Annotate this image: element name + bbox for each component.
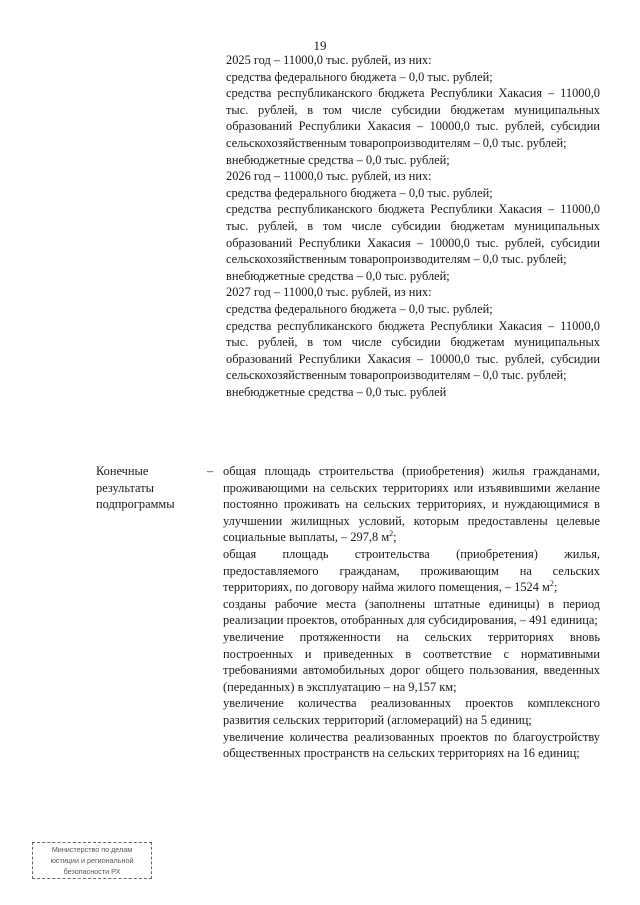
- result-item: общая площадь строительства (приобретения) жилья гражданами, проживающими на сельских территориях или изъявившими желание постоянно проживать на сельских территориях, и нуждающимися в улучшении жилищных условий, которым предоставлены целевые социальные выплаты, – 297,8 $м^2$;: [223, 464, 600, 545]
- funding-federal-line: средства федерального бюджета – 0,0 тыс. рублей;: [226, 301, 493, 316]
- registration-stamp: [32, 842, 152, 879]
- stamp-line-3: безопасности РХ: [63, 867, 121, 876]
- result-item: увеличение количества реализованных проектов по благоустройству общественных пространств на сельских территориях на 16 единиц;: [223, 729, 600, 761]
- funding-year-line: 2026 год – 11000,0 тыс. рублей, из них:: [226, 169, 432, 184]
- funding-extrabudget-line: внебюджетные средства – 0,0 тыс. рублей: [226, 384, 447, 399]
- funding-republic-line: средства республиканского бюджета Республики Хакасия – 11000,0 тыс. рублей, в том числе субсидии бюджетам муниципальных образований Республики Хакасия – 10000,0 тыс. рублей, субсидии сельскохозяйственным товаропроизводителям – 0,0 тыс. рублей;: [226, 202, 600, 267]
- funding-year-2027: [226, 284, 600, 400]
- funding-extrabudget-line: внебюджетные средства – 0,0 тыс. рублей;: [226, 152, 450, 167]
- funding-year-line: 2025 год – 11000,0 тыс. рублей, из них:: [226, 53, 432, 67]
- funding-block: [226, 52, 600, 400]
- result-item: созданы рабочие места (заполнены штатные единицы) в период реализации проектов, отобранных для субсидирования, – 491 единица;: [223, 596, 600, 628]
- funding-year-2025: [226, 52, 600, 168]
- results-list: [223, 463, 600, 762]
- result-item: общая площадь строительства (приобретения) жилья, предоставляемого гражданам, проживающим на сельских территориях, по договору найма жилого помещения, – 1524 $м^2$;: [223, 546, 600, 595]
- result-item: увеличение количества реализованных проектов комплексного развития сельских территорий (агломераций) на 5 единиц;: [223, 696, 600, 727]
- funding-federal-line: средства федерального бюджета – 0,0 тыс. рублей;: [226, 69, 493, 84]
- funding-federal-line: средства федерального бюджета – 0,0 тыс. рублей;: [226, 185, 493, 200]
- funding-year-line: 2027 год – 11000,0 тыс. рублей, из них:: [226, 285, 432, 300]
- funding-extrabudget-line: внебюджетные средства – 0,0 тыс. рублей;: [226, 268, 450, 283]
- funding-year-2026: [226, 168, 600, 284]
- funding-republic-line: средства республиканского бюджета Республики Хакасия – 11000,0 тыс. рублей, в том числе субсидии бюджетам муниципальных образований Республики Хакасия – 10000,0 тыс. рублей, субсидии сельскохозяйственным товаропроизводителям – 0,0 тыс. рублей;: [226, 318, 600, 383]
- result-item: увеличение протяженности на сельских территориях вновь построенных и приведенных в соответствие с нормативными требованиями автомобильных дорог общего пользования, введенных (переданных) в эксплуатацию – на 9,157 км;: [223, 629, 600, 694]
- results-dash: –: [207, 464, 214, 478]
- stamp-line-1: Министерство по делам: [51, 845, 133, 854]
- page-number: 19: [313, 38, 327, 53]
- results-label: Конечные результаты подпрограммы: [96, 464, 175, 512]
- funding-republic-line: средства республиканского бюджета Республики Хакасия – 11000,0 тыс. рублей, в том числе субсидии бюджетам муниципальных образований Республики Хакасия – 10000,0 тыс. рублей, субсидии сельскохозяйственным товаропроизводителям – 0,0 тыс. рублей;: [226, 86, 600, 150]
- stamp-line-2: юстиции и региональной: [50, 856, 134, 865]
